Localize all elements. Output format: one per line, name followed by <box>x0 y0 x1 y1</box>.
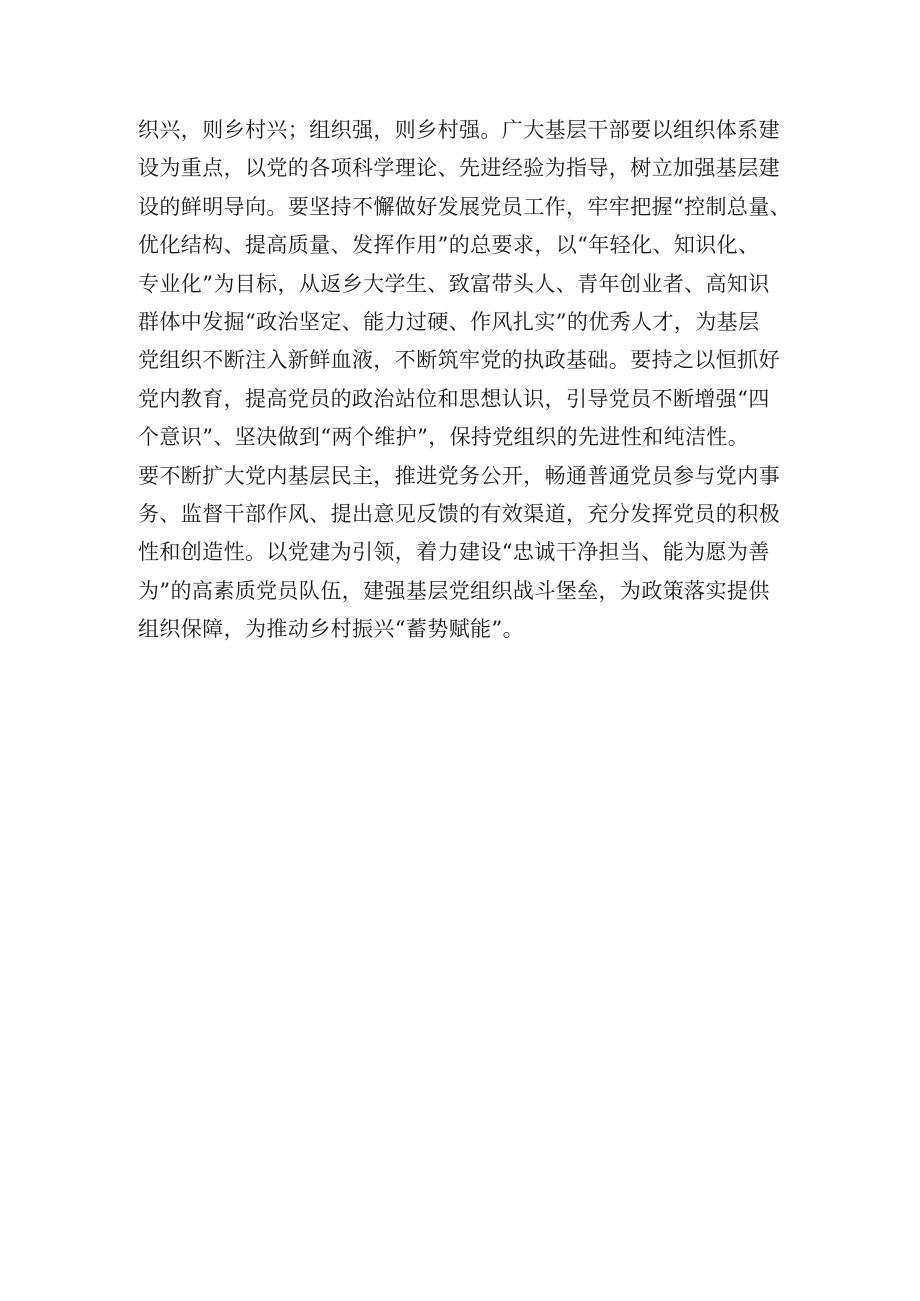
body-paragraph <box>138 111 838 648</box>
text-line-9: 个意识”、坚决做到“两个维护”，保持党组织的先进性和纯洁性。 <box>138 425 750 450</box>
text-line-10: 要不断扩大党内基层民主，推进党务公开，畅通普通党员参与党内事 <box>138 463 780 488</box>
text-line-4: 优化结构、提高质量、发挥作用”的总要求，以“年轻化、知识化、 <box>138 233 760 258</box>
text-line-8: 党内教育，提高党员的政治站位和思想认识，引导党员不断增强“四 <box>138 386 770 411</box>
text-line-12: 性和创造性。以党建为引领，着力建设“忠诚干净担当、能为愿为善 <box>138 540 770 565</box>
text-line-14: 组织保障，为推动乡村振兴“蓄势赋能”。 <box>138 617 525 642</box>
text-line-2: 设为重点，以党的各项科学理论、先进经验为指导，树立加强基层建 <box>138 156 780 181</box>
text-line-1: 织兴，则乡村兴；组织强，则乡村强。广大基层干部要以组织体系建 <box>138 118 780 142</box>
text-line-3: 设的鲜明导向。要坚持不懈做好发展党员工作，牢牢把握“控制总量、 <box>138 194 792 219</box>
text-line-11: 务、监督干部作风、提出意见反馈的有效渠道，充分发挥党员的积极 <box>138 501 780 526</box>
text-line-6: 群体中发掘“政治坚定、能力过硬、作风扎实”的优秀人才，为基层 <box>138 309 760 334</box>
text-line-13: 为”的高素质党员队伍，建强基层党组织战斗堡垒，为政策落实提供 <box>138 578 770 603</box>
text-line-7: 党组织不断注入新鲜血液，不断筑牢党的执政基础。要持之以恒抓好 <box>138 348 780 373</box>
text-line-5: 专业化”为目标，从返乡大学生、致富带头人、青年创业者、高知识 <box>138 271 770 296</box>
